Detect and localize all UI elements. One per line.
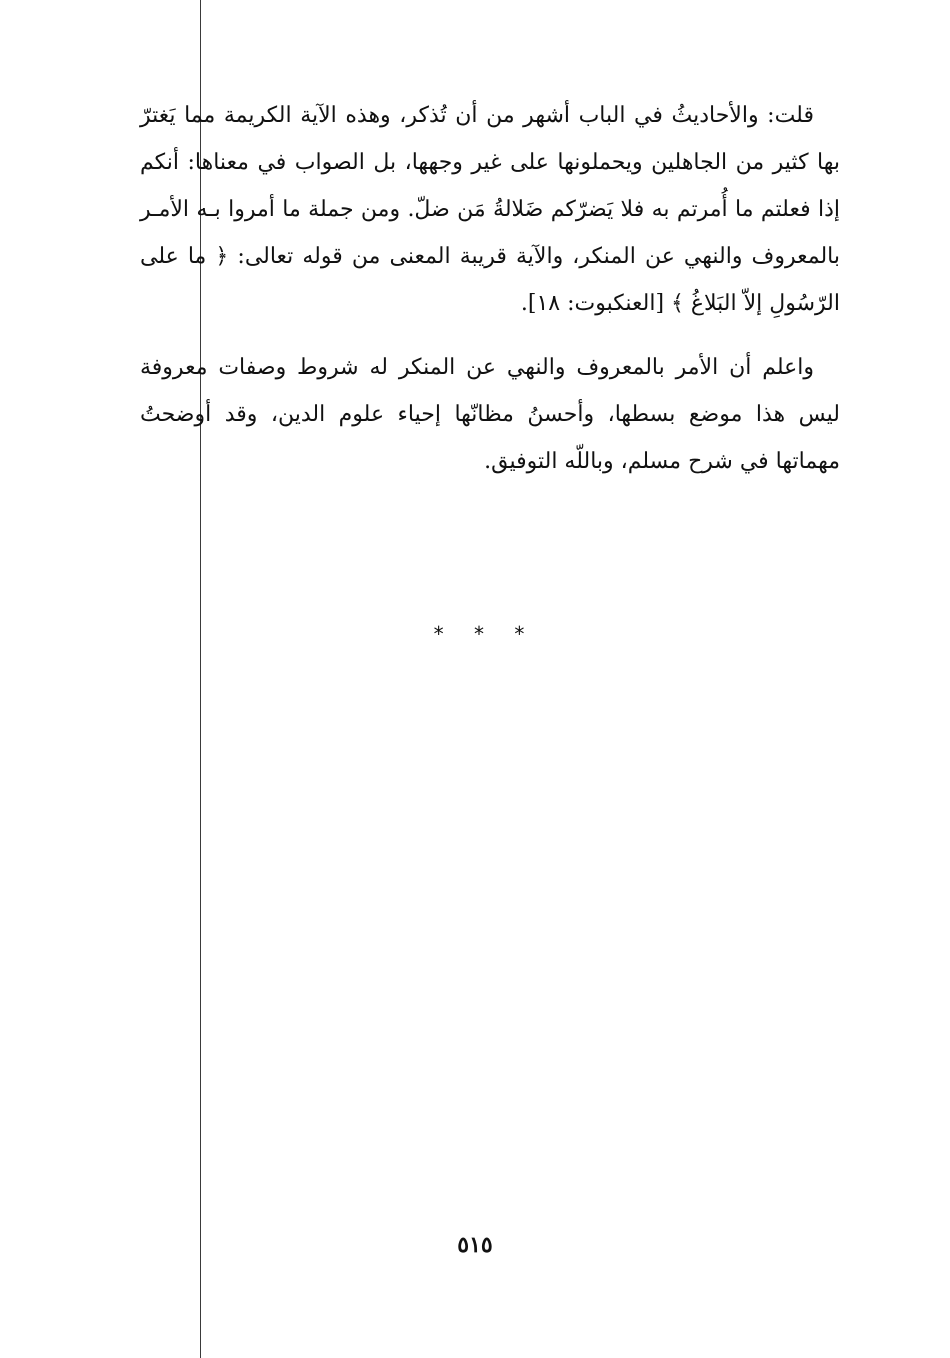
paragraph-1: قلت: والأحاديثُ في الباب أشهر من أن تُذكر، وهذه الآية الكريمة مما يَغترّ بها كثير من الجاهلين ويحملونها على غير وجهها، بل الصواب في معناها: أنكم إذا فعلتم ما أُمرتم به فلا يَضرّكم ضَلالةُ مَن ضلّ. ومن جملة ما أمروا بـه الأمـر بالمعروف والنهي عن المنكر، والآية قريبة المعنى من قوله تعالى: ﴿ ما على الرّسُولِ إلاّ البَلاغُ ﴾ [العنكبوت: ١٨]. <box>140 103 840 316</box>
paragraph-1-container <box>140 92 840 327</box>
paragraph-2: واعلم أن الأمر بالمعروف والنهي عن المنكر له شروط وصفات معروفة ليس هذا موضع بسطها، وأحسنُ مظانّها إحياء علوم الدين، وقد أوضحتُ مهماتها في شرح مسلم، وباللّه التوفيق. <box>140 355 840 474</box>
paragraph-2-container <box>140 344 840 485</box>
page-number: ٥١٥ <box>457 1232 493 1258</box>
section-ornament: * * * <box>433 622 537 646</box>
